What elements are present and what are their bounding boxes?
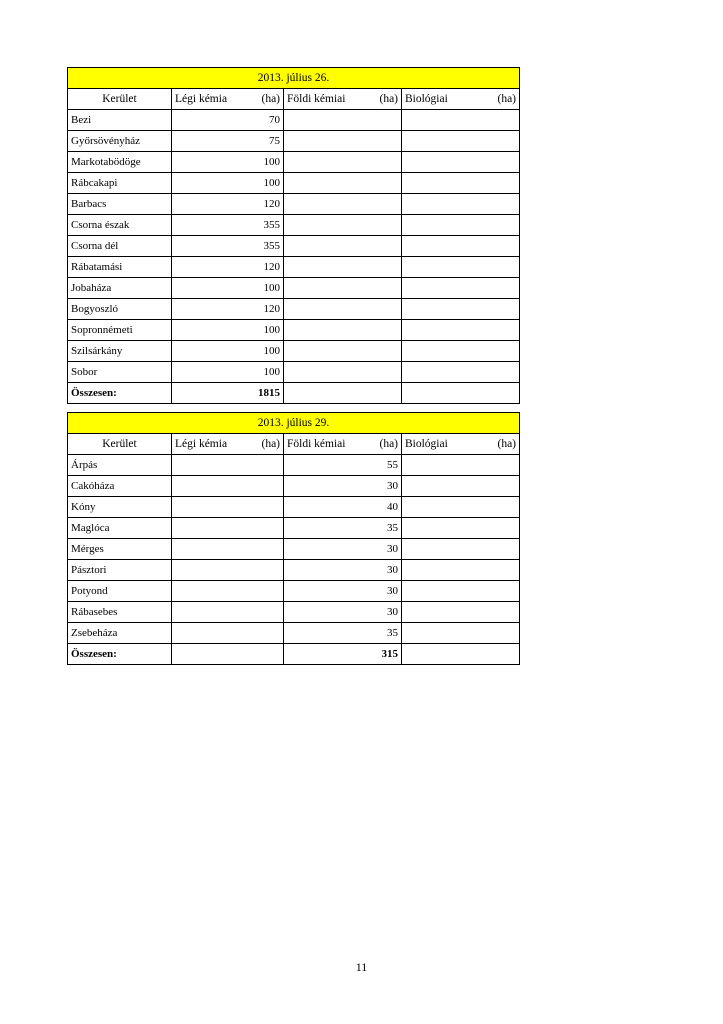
table-total-row (68, 644, 520, 665)
table-row (68, 623, 520, 644)
table-row (68, 110, 520, 131)
cell-kerulet: Bogyoszló (68, 299, 172, 320)
data-table (67, 67, 520, 404)
cell-legi-kemia (172, 476, 284, 497)
column-header-legi-kemia-unit: (ha) (261, 437, 280, 450)
cell-kerulet: Maglóca (68, 518, 172, 539)
cell-kerulet: Árpás (68, 455, 172, 476)
cell-biologiai (402, 623, 520, 644)
cell-foldi-kemiai (284, 131, 402, 152)
table-row (68, 236, 520, 257)
cell-biologiai (402, 152, 520, 173)
cell-biologiai (402, 518, 520, 539)
column-header-biologiai (402, 434, 520, 455)
cell-foldi-kemiai (284, 152, 402, 173)
column-header-biologiai (402, 89, 520, 110)
cell-foldi-kemiai (284, 299, 402, 320)
treatment-table-july-29 (67, 412, 519, 665)
table-row (68, 194, 520, 215)
total-biologiai (402, 644, 520, 665)
column-header-legi-kemia (172, 89, 284, 110)
table-row (68, 362, 520, 383)
cell-kerulet: Pásztori (68, 560, 172, 581)
table-row (68, 278, 520, 299)
table-row (68, 215, 520, 236)
cell-foldi-kemiai (284, 362, 402, 383)
column-header-kerulet: Kerület (68, 89, 172, 110)
cell-biologiai (402, 497, 520, 518)
cell-legi-kemia: 100 (172, 320, 284, 341)
cell-legi-kemia: 75 (172, 131, 284, 152)
cell-kerulet: Markotabödöge (68, 152, 172, 173)
cell-biologiai (402, 299, 520, 320)
cell-biologiai (402, 476, 520, 497)
treatment-table-july-26 (67, 67, 519, 404)
column-header-biologiai-label: Biológiai (405, 92, 448, 105)
cell-foldi-kemiai (284, 110, 402, 131)
cell-foldi-kemiai: 55 (284, 455, 402, 476)
data-table (67, 412, 520, 665)
table-row (68, 476, 520, 497)
cell-legi-kemia: 355 (172, 236, 284, 257)
total-label: Összesen: (68, 644, 172, 665)
cell-biologiai (402, 341, 520, 362)
cell-foldi-kemiai (284, 341, 402, 362)
table-body (68, 413, 520, 665)
column-header-biologiai-label: Biológiai (405, 437, 448, 450)
cell-biologiai (402, 278, 520, 299)
cell-legi-kemia (172, 623, 284, 644)
cell-foldi-kemiai: 40 (284, 497, 402, 518)
cell-kerulet: Szilsárkány (68, 341, 172, 362)
total-legi-kemia (172, 644, 284, 665)
column-header-kerulet: Kerület (68, 434, 172, 455)
cell-biologiai (402, 173, 520, 194)
cell-legi-kemia (172, 497, 284, 518)
cell-legi-kemia: 120 (172, 257, 284, 278)
table-row (68, 152, 520, 173)
cell-kerulet: Csorna észak (68, 215, 172, 236)
total-biologiai (402, 383, 520, 404)
cell-foldi-kemiai: 30 (284, 539, 402, 560)
cell-foldi-kemiai: 35 (284, 623, 402, 644)
cell-biologiai (402, 131, 520, 152)
table-row (68, 581, 520, 602)
table-row (68, 257, 520, 278)
table-title: 2013. július 29. (68, 413, 520, 434)
table-row (68, 539, 520, 560)
cell-foldi-kemiai: 30 (284, 560, 402, 581)
table-title-row (68, 413, 520, 434)
cell-kerulet: Zsebeháza (68, 623, 172, 644)
cell-kerulet: Csorna dél (68, 236, 172, 257)
cell-biologiai (402, 215, 520, 236)
column-header-foldi-kemiai-unit: (ha) (379, 437, 398, 450)
column-header-biologiai-unit: (ha) (497, 437, 516, 450)
cell-kerulet: Barbacs (68, 194, 172, 215)
total-legi-kemia: 1815 (172, 383, 284, 404)
cell-kerulet: Kóny (68, 497, 172, 518)
cell-biologiai (402, 455, 520, 476)
table-total-row (68, 383, 520, 404)
total-label: Összesen: (68, 383, 172, 404)
cell-legi-kemia: 100 (172, 173, 284, 194)
table-row (68, 320, 520, 341)
cell-kerulet: Rábcakapi (68, 173, 172, 194)
cell-foldi-kemiai (284, 236, 402, 257)
table-title-row (68, 68, 520, 89)
column-header-foldi-kemiai (284, 89, 402, 110)
cell-kerulet: Győrsövényház (68, 131, 172, 152)
column-header-legi-kemia (172, 434, 284, 455)
cell-foldi-kemiai (284, 215, 402, 236)
cell-biologiai (402, 362, 520, 383)
cell-legi-kemia: 100 (172, 362, 284, 383)
table-row (68, 455, 520, 476)
cell-foldi-kemiai (284, 320, 402, 341)
column-header-legi-kemia-unit: (ha) (261, 92, 280, 105)
cell-biologiai (402, 539, 520, 560)
column-header-foldi-kemiai-label: Földi kémiai (287, 92, 346, 105)
cell-biologiai (402, 560, 520, 581)
cell-foldi-kemiai: 30 (284, 476, 402, 497)
cell-biologiai (402, 194, 520, 215)
cell-foldi-kemiai (284, 257, 402, 278)
column-header-legi-kemia-label: Légi kémia (175, 437, 228, 450)
cell-kerulet: Sopronnémeti (68, 320, 172, 341)
cell-legi-kemia: 70 (172, 110, 284, 131)
cell-legi-kemia (172, 518, 284, 539)
column-header-foldi-kemiai-unit: (ha) (379, 92, 398, 105)
cell-kerulet: Rábatamási (68, 257, 172, 278)
table-row (68, 341, 520, 362)
table-row (68, 173, 520, 194)
table-title: 2013. július 26. (68, 68, 520, 89)
table-row (68, 131, 520, 152)
table-body (68, 68, 520, 404)
cell-legi-kemia: 120 (172, 299, 284, 320)
cell-biologiai (402, 110, 520, 131)
total-foldi-kemiai: 315 (284, 644, 402, 665)
cell-legi-kemia: 100 (172, 152, 284, 173)
cell-legi-kemia (172, 539, 284, 560)
cell-legi-kemia (172, 560, 284, 581)
cell-foldi-kemiai (284, 194, 402, 215)
cell-biologiai (402, 320, 520, 341)
table-row (68, 518, 520, 539)
cell-legi-kemia (172, 602, 284, 623)
cell-kerulet: Bezi (68, 110, 172, 131)
table-row (68, 560, 520, 581)
cell-kerulet: Mérges (68, 539, 172, 560)
cell-legi-kemia (172, 455, 284, 476)
cell-legi-kemia: 355 (172, 215, 284, 236)
cell-foldi-kemiai (284, 278, 402, 299)
cell-legi-kemia: 100 (172, 341, 284, 362)
cell-biologiai (402, 236, 520, 257)
cell-kerulet: Rábasebes (68, 602, 172, 623)
cell-biologiai (402, 581, 520, 602)
table-row (68, 497, 520, 518)
table-header-row (68, 434, 520, 455)
cell-foldi-kemiai: 35 (284, 518, 402, 539)
table-row (68, 299, 520, 320)
cell-biologiai (402, 602, 520, 623)
cell-kerulet: Potyond (68, 581, 172, 602)
column-header-biologiai-unit: (ha) (497, 92, 516, 105)
cell-legi-kemia (172, 581, 284, 602)
table-header-row (68, 89, 520, 110)
cell-foldi-kemiai: 30 (284, 602, 402, 623)
table-row (68, 602, 520, 623)
cell-kerulet: Cakóháza (68, 476, 172, 497)
cell-legi-kemia: 100 (172, 278, 284, 299)
column-header-foldi-kemiai (284, 434, 402, 455)
cell-foldi-kemiai (284, 173, 402, 194)
total-foldi-kemiai (284, 383, 402, 404)
cell-kerulet: Sobor (68, 362, 172, 383)
cell-foldi-kemiai: 30 (284, 581, 402, 602)
column-header-foldi-kemiai-label: Földi kémiai (287, 437, 346, 450)
cell-kerulet: Jobaháza (68, 278, 172, 299)
cell-legi-kemia: 120 (172, 194, 284, 215)
column-header-legi-kemia-label: Légi kémia (175, 92, 228, 105)
cell-biologiai (402, 257, 520, 278)
page-number: 11 (355, 960, 368, 974)
